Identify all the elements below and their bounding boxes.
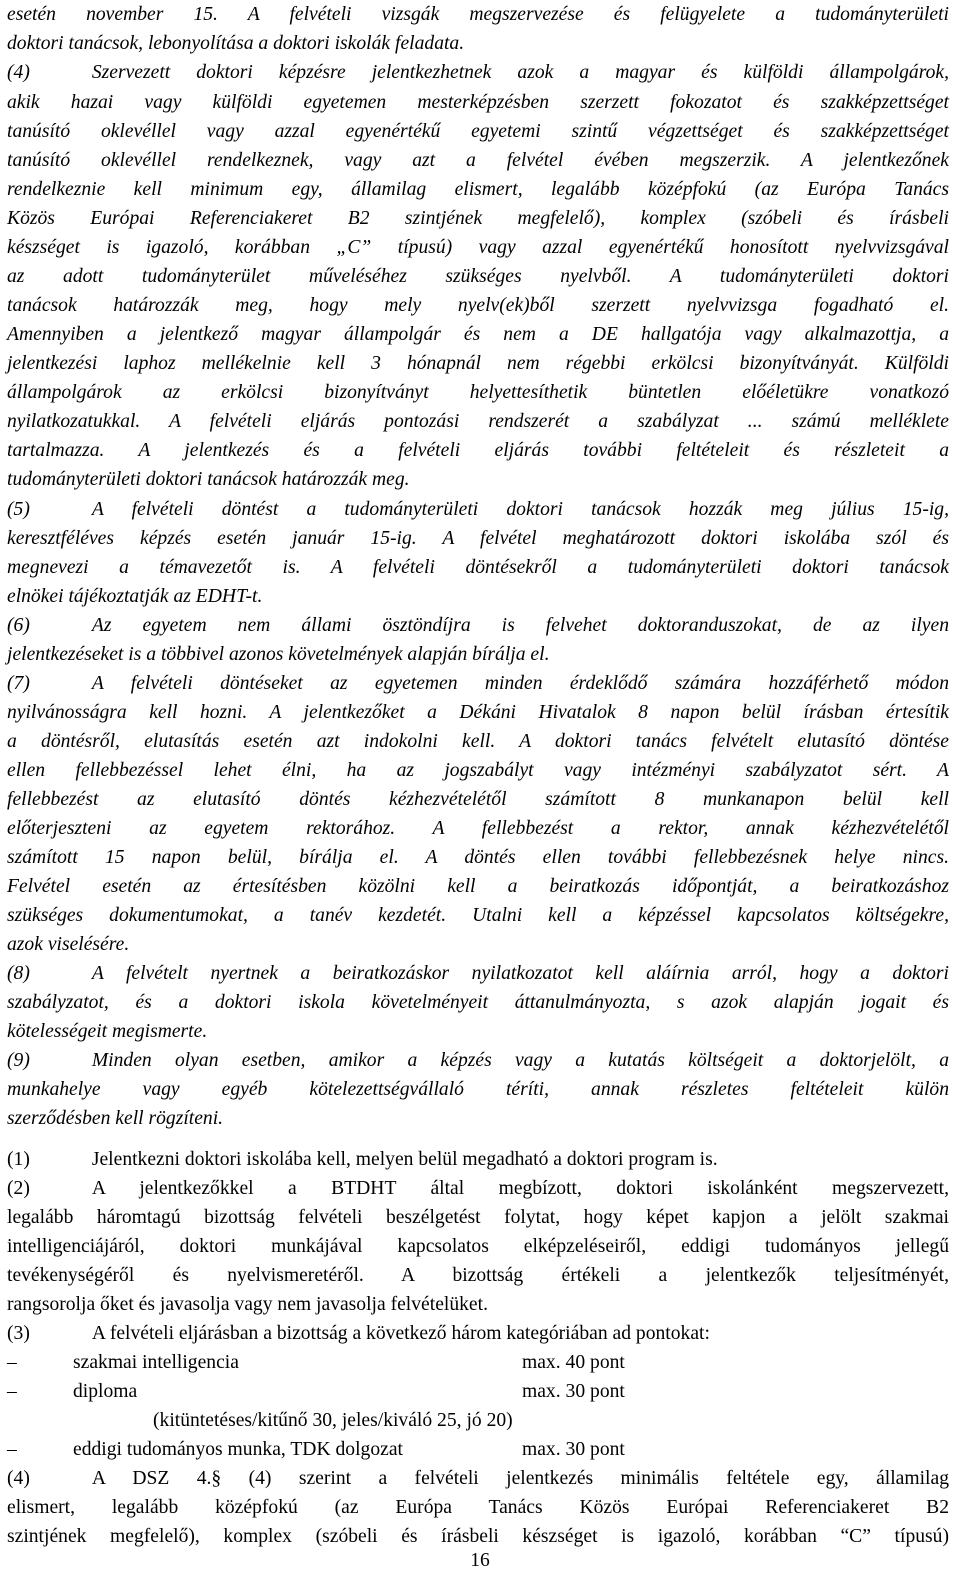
- italic-text-line: Felvétel esetén az értesítésben közölni kell a beiratkozás időpontját, a beiratkozáshoz: [7, 876, 949, 897]
- italic-text-line: szerződésben kell rögzíteni.: [7, 1108, 224, 1129]
- italic-text-line: Közös Európai Referenciakeret B2 szintjének megfelelő), komplex (szóbeli és írásbeli: [7, 208, 949, 229]
- italic-text-line: számított 15 napon belül, bírálja el. A döntés ellen további fellebbezésnek helye nincs.: [7, 847, 949, 868]
- italic-text-line: szabályzatot, és a doktori iskola követelményeit áttanulmányozta, s azok alapján jogait és: [7, 992, 949, 1013]
- italic-text-line: a döntésről, elutasítás esetén azt indokolni kell. A doktori tanács felvételt elutasító döntése: [7, 731, 949, 752]
- italic-text-line: szükséges dokumentumokat, a tanév kezdetét. Utalni kell a képzéssel kapcsolatos költségekre,: [7, 905, 949, 926]
- italic-text-line: készséget is igazoló, korábban „C” típusú) vagy azzal egyenértékű honosított nyelvvizsgával: [7, 237, 949, 258]
- italic-text-line: doktori tanácsok, lebonyolítása a doktori iskolák feladata.: [7, 33, 465, 54]
- italic-text-line: tanúsító oklevéllel rendelkeznek, vagy azt a felvétel évében megszerzik. A jelentkezőnek: [7, 150, 949, 171]
- italic-text-line: előterjeszteni az egyetem rektorához. A fellebbezést a rektor, annak kézhezvételétől: [7, 818, 949, 839]
- criteria-name: eddigi tudományos munka, TDK dolgozat: [73, 1439, 403, 1460]
- criteria-row: [7, 1348, 949, 1377]
- italic-text-line: (8) A felvételt nyertnek a beiratkozáskor nyilatkozatot kell aláírnia arról, hogy a doktori: [7, 963, 949, 984]
- italic-text-line: esetén november 15. A felvételi vizsgák megszervezése és felügyelete a tudományterületi: [7, 4, 949, 25]
- italic-text-line: jelentkezési laphoz mellékelnie kell 3 hónapnál nem régebbi erkölcsi bizonyítványát. Külföldi: [7, 353, 949, 374]
- italic-text-line: tanúsító oklevéllel vagy azzal egyenértékű egyetemi szintű végzettséget és szakképzettséget: [7, 121, 949, 142]
- body-text-line: (4) A DSZ 4.§ (4) szerint a felvételi jelentkezés minimális feltétele egy, államilag: [7, 1468, 949, 1489]
- italic-text-line: akik hazai vagy külföldi egyetemen mesterképzésben szerzett fokozatot és szakképzettséget: [7, 92, 949, 113]
- italic-text-line: kötelességeit megismerte.: [7, 1021, 208, 1042]
- criteria-row: [7, 1435, 949, 1464]
- italic-text-line: jelentkezéseket is a többivel azonos követelmények alapján bírálja el.: [7, 644, 550, 665]
- criteria-points: max. 30 pont: [522, 1381, 625, 1402]
- italic-text-line: rendelkeznie kell minimum egy, államilag elismert, legalább középfokú (az Európa Tanács: [7, 179, 949, 200]
- italic-text-line: nyilvánosságra kell hozni. A jelentkezőket a Dékáni Hivatalok 8 napon belül írásban értesítik: [7, 702, 949, 723]
- italic-text-line: (6) Az egyetem nem állami ösztöndíjra is felvehet doktoranduszokat, de az ilyen: [7, 615, 949, 636]
- italic-text-line: nyilatkozatukkal. A felvételi eljárás pontozási rendszerét a szabályzat ... számú melléklete: [7, 411, 949, 432]
- body-text-line: rangsorolja őket és javasolja vagy nem javasolja felvételüket.: [7, 1294, 488, 1315]
- italic-text-line: (4) Szervezett doktori képzésre jelentkezhetnek azok a magyar és külföldi állampolgárok,: [7, 62, 949, 83]
- criteria-row: [7, 1406, 949, 1435]
- italic-text-line: fellebbezést az elutasító döntés kézhezvételétől számított 8 munkanapon belül kell: [7, 789, 949, 810]
- body-text-line: intelligenciájáról, doktori munkájával kapcsolatos elképzeléseiről, eddigi tudományos jellegű: [7, 1236, 949, 1257]
- criteria-name: szakmai intelligencia: [73, 1352, 239, 1373]
- dash-bullet: –: [7, 1439, 17, 1460]
- italic-text-line: Amennyiben a jelentkező magyar állampolgár és nem a DE hallgatója vagy alkalmazottja, a: [7, 324, 949, 345]
- italic-text-line: tudományterületi doktori tanácsok határozzák meg.: [7, 469, 410, 490]
- criteria-row: [7, 1377, 949, 1406]
- dash-bullet: –: [7, 1381, 17, 1402]
- body-text-line: (3) A felvételi eljárásban a bizottság a következő három kategóriában ad pontokat:: [7, 1323, 710, 1344]
- italic-text-line: (5) A felvételi döntést a tudományterületi doktori tanácsok hozzák meg július 15-ig,: [7, 499, 949, 520]
- italic-text-line: az adott tudományterület műveléséhez szükséges nyelvből. A tudományterületi doktori: [7, 266, 949, 287]
- italic-text-line: állampolgárok az erkölcsi bizonyítványt helyettesíthetik büntetlen előéletükre vonatkozó: [7, 382, 949, 403]
- italic-text-line: (7) A felvételi döntéseket az egyetemen minden érdeklődő számára hozzáférhető módon: [7, 673, 949, 694]
- body-text-line: elismert, legalább középfokú (az Európa Tanács Közös Európai Referenciakeret B2: [7, 1497, 949, 1518]
- criteria-name: diploma: [73, 1381, 138, 1402]
- italic-text-line: (9) Minden olyan esetben, amikor a képzés vagy a kutatás költségeit a doktorjelölt, a: [7, 1050, 949, 1071]
- body-text-line: szintjének megfelelő), komplex (szóbeli és írásbeli készséget is igazoló, korábban “C” típusú): [7, 1526, 949, 1547]
- criteria-name: (kitüntetéses/kitűnő 30, jeles/kiváló 25, jó 20): [153, 1410, 513, 1431]
- page-number: 16: [470, 1550, 490, 1571]
- italic-text-line: ellen fellebbezéssel lehet élni, ha az jogszabályt vagy intézményi szabályzatot sért. A: [7, 760, 949, 781]
- italic-text-line: tartalmazza. A jelentkezés és a felvételi eljárás további feltételeit és részleteit a: [7, 440, 949, 461]
- italic-text-line: keresztféléves képzés esetén január 15-ig. A felvétel meghatározott doktori iskolába szól és: [7, 528, 949, 549]
- body-text-line: tevékenységéről és nyelvismeretéről. A bizottság értékeli a jelentkezők teljesítményét,: [7, 1265, 949, 1286]
- body-text-line: (1) Jelentkezni doktori iskolába kell, melyen belül megadható a doktori program is.: [7, 1149, 718, 1170]
- criteria-points: max. 40 pont: [522, 1352, 625, 1373]
- criteria-points: max. 30 pont: [522, 1439, 625, 1460]
- body-text-line: legalább háromtagú bizottság felvételi beszélgetést folytat, hogy képet kapjon a jelölt szakmai: [7, 1207, 949, 1228]
- italic-text-line: munkahelye vagy egyéb kötelezettségvállaló téríti, annak részletes feltételeit külön: [7, 1079, 949, 1100]
- italic-text-line: tanácsok határozzák meg, hogy mely nyelv(ek)ből szerzett nyelvvizsga fogadható el.: [7, 295, 949, 316]
- italic-text-line: elnökei tájékoztatják az EDHT-t.: [7, 586, 263, 607]
- dash-bullet: –: [7, 1352, 17, 1373]
- italic-text-line: azok viselésére.: [7, 934, 130, 955]
- italic-text-line: megnevezi a témavezetőt is. A felvételi döntésekről a tudományterületi doktori tanácsok: [7, 557, 949, 578]
- body-text-line: (2) A jelentkezőkkel a BTDHT által megbízott, doktori iskolánként megszervezett,: [7, 1178, 949, 1199]
